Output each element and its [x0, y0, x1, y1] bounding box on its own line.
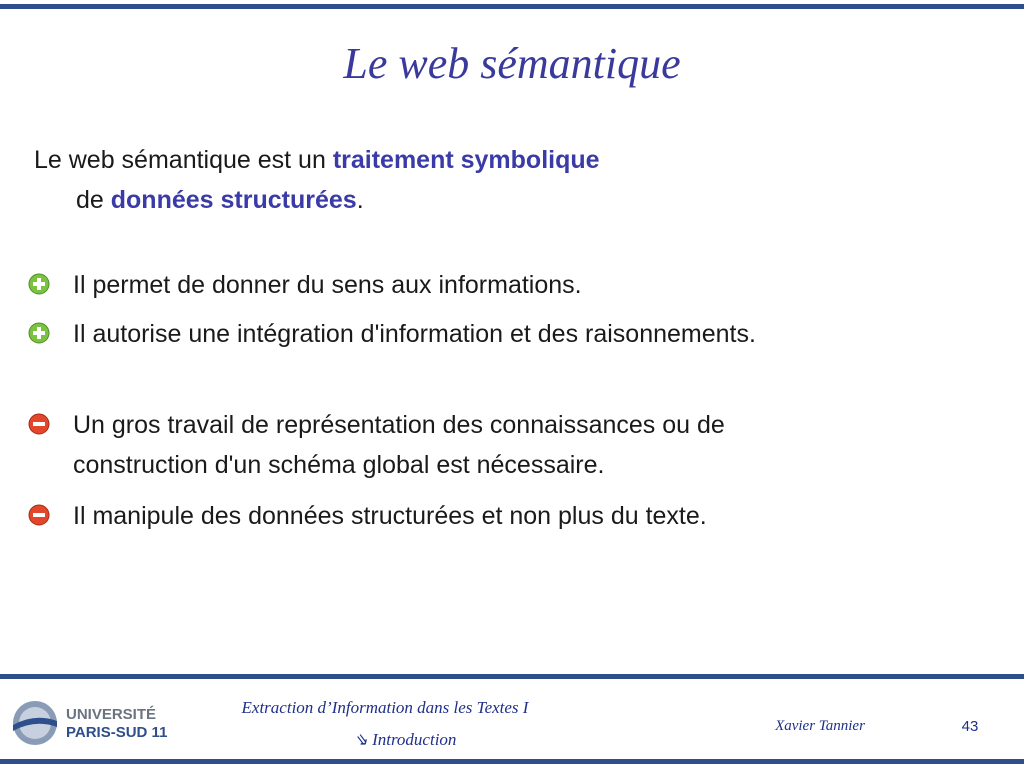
university-logo: [8, 693, 178, 753]
slide-title: Le web sémantique: [343, 39, 681, 88]
minus-icon: [28, 413, 50, 435]
minus-icon: [28, 504, 50, 526]
arrow-icon: ⇘: [353, 730, 368, 749]
page-number: 43: [961, 718, 979, 735]
list-item-text: Il permet de donner du sens aux informations.: [73, 271, 582, 299]
intro-highlight-1: traitement symbolique: [332, 146, 600, 174]
footer-top-bar: [0, 674, 1024, 679]
top-border-bar: [0, 4, 1024, 9]
plus-icon: [28, 273, 50, 295]
intro-text-3: .: [356, 186, 364, 214]
intro-text-2: de: [76, 186, 111, 214]
list-item-line-2: construction d'un schéma global est nécessaire.: [73, 451, 605, 479]
section-text: Introduction: [372, 730, 457, 749]
intro-text-1: Le web sémantique est un: [34, 146, 333, 174]
course-title: Extraction d’Information dans les Textes I: [241, 698, 529, 717]
bottom-border-bar: [0, 759, 1024, 764]
author-name: Xavier Tannier: [775, 718, 865, 734]
intro-paragraph: [34, 140, 934, 220]
list-item-line-1: Un gros travail de représentation des connaissances ou de: [73, 411, 725, 439]
logo-line-2: PARIS-SUD 11: [66, 724, 168, 741]
list-item-text: [73, 405, 973, 485]
intro-highlight-2: données structurées: [110, 186, 357, 214]
list-item-text: Il autorise une intégration d'information et des raisonnements.: [73, 320, 756, 348]
section-label: [300, 730, 510, 750]
plus-icon: [28, 322, 50, 344]
logo-line-1: UNIVERSITÉ: [66, 706, 157, 723]
list-item-text: Il manipule des données structurées et non plus du texte.: [73, 502, 707, 530]
intro-line-2: [34, 180, 934, 220]
